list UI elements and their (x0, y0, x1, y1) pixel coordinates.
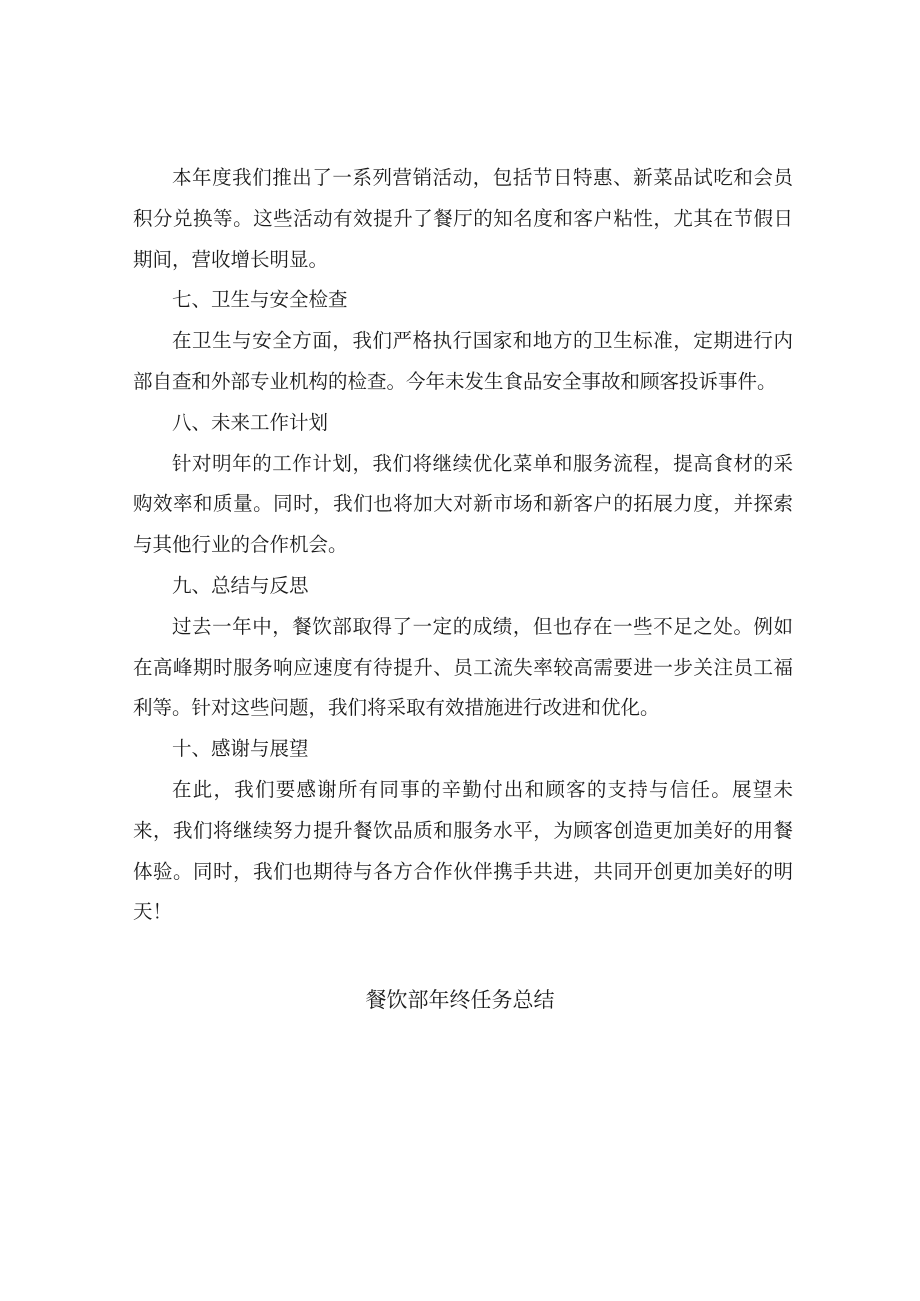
paragraph-thanks: 在此，我们要感谢所有同事的辛勤付出和顾客的支持与信任。展望未来，我们将继续努力提升餐饮品质和服务水平，为顾客创造更加美好的用餐体验。同时，我们也期待与各方合作伙伴携手共进，共同开创更加美好的明天！ (133, 777, 793, 924)
document-title: 餐饮部年终任务总结 (365, 988, 555, 1012)
section-heading-thanks: 十、感谢与展望 (172, 737, 309, 761)
paragraph-future-plan: 针对明年的工作计划，我们将继续优化菜单和服务流程，提高食材的采购效率和质量。同时，我们也将加大对新市场和新客户的拓展力度，并探索与其他行业的合作机会。 (133, 451, 793, 557)
paragraph-summary: 过去一年中，餐饮部取得了一定的成绩，但也存在一些不足之处。例如在高峰期时服务响应速度有待提升、员工流失率较高需要进一步关注员工福利等。针对这些问题，我们将采取有效措施进行改进和优化。 (133, 614, 793, 720)
section-heading-hygiene: 七、卫生与安全检查 (172, 288, 348, 312)
section-heading-summary: 九、总结与反思 (172, 573, 309, 597)
paragraph-hygiene: 在卫生与安全方面，我们严格执行国家和地方的卫生标准，定期进行内部自查和外部专业机构的检查。今年未发生食品安全事故和顾客投诉事件。 (133, 329, 793, 393)
paragraph-marketing: 本年度我们推出了一系列营销活动，包括节日特惠、新菜品试吃和会员积分兑换等。这些活动有效提升了餐厅的知名度和客户粘性，尤其在节假日期间，营收增长明显。 (133, 166, 793, 271)
document-body (133, 158, 793, 933)
section-heading-future-plan: 八、未来工作计划 (172, 410, 329, 434)
